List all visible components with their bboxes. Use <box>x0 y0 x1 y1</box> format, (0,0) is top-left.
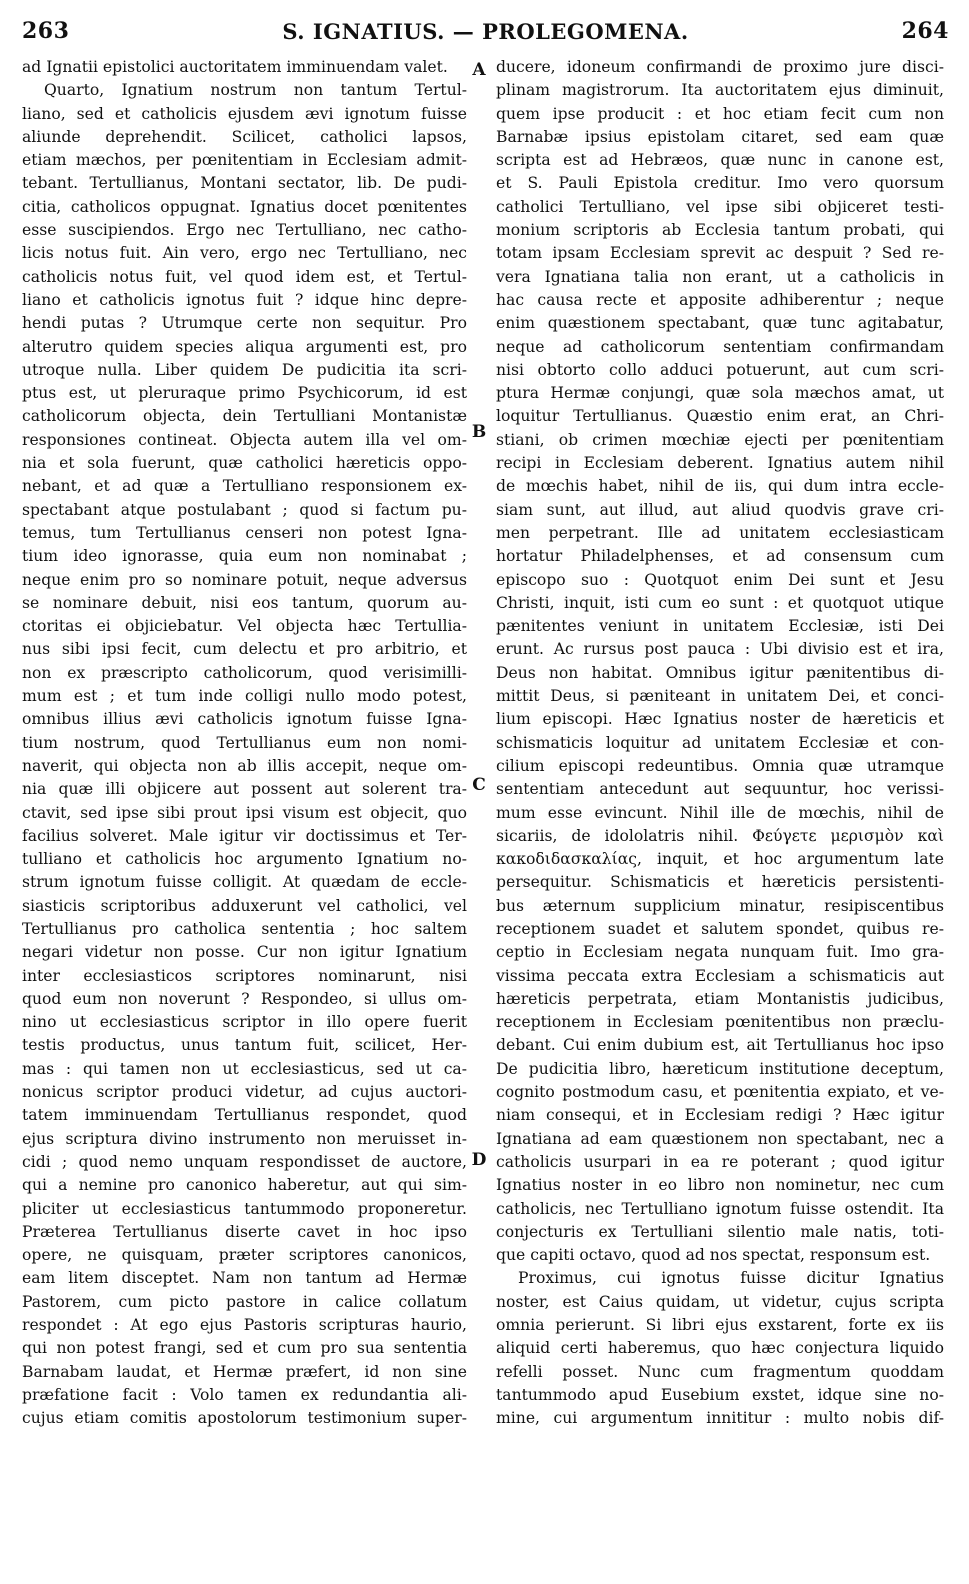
text-line: Ignatiana ad eam quæstionem non spectabant, nec a <box>496 1129 944 1148</box>
text-line: κακοδιδασκαλίας, inquit, et hoc argumentum late <box>496 850 944 869</box>
text-line: conjecturis ex Tertulliani silentio male natis, toti- <box>496 1222 944 1241</box>
text-line: Ignatius noster in eo libro non nominetur, nec cum <box>496 1176 944 1195</box>
text-line: men perpetrant. Ille ad unitatem ecclesiasticam <box>496 523 944 542</box>
text-line: non ex præscripto catholicorum, quod verisimilli- <box>22 663 467 682</box>
text-line: plinam magistrorum. Ita auctoritatem ejus diminuit, <box>496 81 944 100</box>
text-line: vissima peccata extra Ecclesiam a schismaticis aut <box>496 966 944 985</box>
left-column <box>22 56 467 1431</box>
text-line: receptionem suadet et salutem spondet, quibus re- <box>496 919 944 938</box>
text-line: mas : qui tamen non ut ecclesiasticus, sed ut ca- <box>22 1059 467 1078</box>
text-line: licis notus fuit. Ain vero, ergo nec Tertulliano, nec <box>22 244 467 263</box>
text-line: Deus non habitat. Omnibus igitur pænitentibus di- <box>496 663 944 682</box>
text-line: aliunde deprehendit. Scilicet, catholici lapsos, <box>22 127 467 146</box>
section-marker-c: C <box>472 775 486 795</box>
text-line: hendi putas ? Utrumque certe non sequitur. Pro <box>22 314 467 333</box>
text-line: præfatione facit : Volo tamen ex redundantia ali- <box>22 1385 467 1404</box>
text-line: ptura Hermæ conjungi, quæ sola mæchos amat, ut <box>496 384 944 403</box>
text-line: neque ad catholicorum sententiam confirmandam <box>496 337 944 356</box>
text-line: mine, cui argumentum innititur : multo nobis dif- <box>496 1409 944 1428</box>
text-line: nonicus scriptor produci videtur, ad cujus auctori- <box>22 1083 467 1102</box>
text-line: tebant. Tertullianus, Montani sectator, lib. De pudi- <box>22 174 467 193</box>
text-line: mittit Deus, si pæniteant in unitatem Dei, et conci- <box>496 687 944 706</box>
text-line: nia quæ illi objicere aut possent aut solerent tra- <box>22 780 467 799</box>
text-line: qui a nemine pro canonico haberetur, aut qui sim- <box>22 1176 467 1195</box>
text-line: qui non potest frangi, sed et cum pro sua sententia <box>22 1339 467 1358</box>
text-line: Proximus, cui ignotus fuisse dicitur Ignatius <box>518 1269 944 1288</box>
text-line: pænitentes veniunt in unitatem Ecclesiæ, isti Dei <box>496 617 944 636</box>
text-line: eam litem disceptet. Nam non tantum ad Hermæ <box>22 1269 467 1288</box>
text-line: monium scriptoris ab Ecclesia tantum probati, qui <box>496 221 944 240</box>
text-line: cidi ; quod nemo unquam respondisset de auctore, <box>22 1152 467 1171</box>
section-marker-b: B <box>471 422 487 442</box>
text-line: etiam mæchos, per pœnitentiam in Ecclesiam admit- <box>22 151 467 170</box>
text-line: alterutro quidem species aliqua argumenti est, pro <box>22 337 467 356</box>
text-line: hac causa recte et apposite adhiberentur ; neque <box>496 290 944 309</box>
text-line: vera Ignatiana talia non erant, ut a catholicis in <box>496 267 944 286</box>
text-line: ceptio in Ecclesiam negata nunquam fuit. Imo gra- <box>496 943 944 962</box>
text-line: Barnabæ ipsius epistolam citaret, sed eam quæ <box>496 127 944 146</box>
text-line: erunt. Ac rursus post pauca : Ubi divisio est et ira, <box>496 640 944 659</box>
text-line: bus æternum supplicium minatur, resipiscentibus <box>496 896 944 915</box>
text-line: ejus scriptura divino instrumento non meruisset in- <box>22 1129 467 1148</box>
text-line: Pastorem, cum picto pastore in calice collatum <box>22 1292 467 1311</box>
text-line: cujus etiam comitis apostolorum testimonium super- <box>22 1409 467 1428</box>
text-line: spectabant atque postulabant ; quod si factum pu- <box>22 500 467 519</box>
text-line: persequitur. Schismaticis et hæreticis persistenti- <box>496 873 944 892</box>
text-line: episcopo suo : Quotquot enim Dei sunt et Jesu <box>496 570 944 589</box>
text-line: loquitur Tertullianus. Quæstio enim erat, an Chri- <box>496 407 944 426</box>
text-line: sententiam antecedunt aut sequuntur, hoc verissi- <box>496 780 944 799</box>
text-line: catholicis usurpari in ea re poterant ; quod igitur <box>496 1152 944 1171</box>
text-line: negari videtur non posse. Cur non igitur Ignatium <box>22 943 467 962</box>
text-line: utroque nulla. Liber quidem De pudicitia ita scri- <box>22 360 467 379</box>
text-line: Præterea Tertullianus diserte cavet in hoc ipso <box>22 1222 467 1241</box>
text-line: cognito postmodum casu, et pœnitentia expiato, et ve- <box>496 1083 944 1102</box>
text-line: omnibus illius ævi catholicis ignotum fuisse Igna- <box>22 710 467 729</box>
text-line: recipi in Ecclesiam deberent. Ignatius autem nihil <box>496 454 944 473</box>
text-line: Barnabam laudat, et Hermæ præfert, id non sine <box>22 1362 467 1381</box>
text-line: enim quæstionem spectabant, quæ tunc agitabatur, <box>496 314 944 333</box>
text-line: nia et sola fuerunt, quæ catholici hæreticis oppo- <box>22 454 467 473</box>
text-line: facilius solveret. Male igitur vir doctissimus et Ter- <box>22 826 467 845</box>
text-line: quem ipse producit : et hoc etiam fecit cum non <box>496 104 944 123</box>
text-line: lium episcopi. Hæc Ignatius noster de hæreticis et <box>496 710 944 729</box>
text-line: liano, sed et catholicis ejusdem ævi ignotum fuisse <box>22 104 467 123</box>
text-line: hortatur Philadelphenses, et ad consensum cum <box>496 547 944 566</box>
right-column <box>496 56 944 1431</box>
text-line: tatem imminuendam Tertullianus respondet, quod <box>22 1106 467 1125</box>
running-title: S. IGNATIUS. — PROLEGOMENA. <box>282 18 689 44</box>
text-line: se nominare debuit, nisi eos tantum, quorum au- <box>22 593 467 612</box>
text-line: nus sibi ipsi fecit, cum delectu et pro arbitrio, et <box>22 640 467 659</box>
text-line: nino ut ecclesiasticus scriptor in illo opere fuerit <box>22 1013 467 1032</box>
text-line: nebant, et ad quæ a Tertulliano responsionem ex- <box>22 477 467 496</box>
text-line: liano et catholicis ignotus fuit ? idque hinc depre- <box>22 290 467 309</box>
text-line: catholicis, nec Tertulliano ignotum fuisse ostendit. Ita <box>496 1199 944 1218</box>
text-line: neque enim pro so nominare potuit, neque adversus <box>22 570 467 589</box>
text-line: debant. Cui enim dubium est, ait Tertullianus hoc ipso <box>496 1036 944 1055</box>
section-marker-d: D <box>471 1150 487 1170</box>
text-line: tantummodo apud Eusebium exstet, idque sine no- <box>496 1385 944 1404</box>
text-line: ducere, idoneum confirmandi de proximo jure disci- <box>496 58 944 76</box>
text-line: refelli posset. Nunc cum fragmentum quoddam <box>496 1362 944 1381</box>
text-line: omnia perierunt. Si libri ejus exstarent, forte ex iis <box>496 1316 944 1335</box>
text-line: Tertullianus pro catholica sententia ; hoc saltem <box>22 919 467 938</box>
text-line: schismaticis loquitur ad unitatem Ecclesiæ et con- <box>496 733 944 752</box>
text-line: Christi, inquit, isti cum eo sunt : et quotquot utique <box>496 593 944 612</box>
text-line: stiani, ob crimen mœchiæ ejecti per pœnitentiam <box>496 430 944 449</box>
text-line: citia, catholicos oppugnat. Ignatius docet pœnitentes <box>22 197 467 216</box>
text-line: tium ideo ignorasse, quia eum non nominabat ; <box>22 547 467 566</box>
page-header <box>22 14 949 48</box>
text-line: tulliano et catholicis hoc argumento Ignatium no- <box>22 850 467 869</box>
text-line: testis productus, unus tantum fuit, scilicet, Her- <box>22 1036 467 1055</box>
text-line: responsiones contineat. Objecta autem illa vel om- <box>22 430 467 449</box>
left-page-number: 263 <box>22 18 70 44</box>
text-line: tium nostrum, quod Tertullianus eum non nomi- <box>22 733 467 752</box>
text-line: nisi obtorto collo adduci potuerunt, aut cum scri- <box>496 360 944 379</box>
text-line: quod eum non noverunt ? Respondeo, si ullus om- <box>22 989 467 1008</box>
text-line: sicariis, de idololatris nihil. Φεύγετε μερισμὸν καὶ <box>496 826 944 845</box>
text-line: que capiti octavo, quod ad nos spectat, responsum est. <box>496 1246 931 1265</box>
text-line: Quarto, Ignatium nostrum non tantum Tertul- <box>44 81 467 100</box>
text-line: noster, est Caius quidam, ut videtur, cujus scripta <box>496 1292 944 1311</box>
text-line: scripta est ad Hebræos, quæ nunc in canone est, <box>496 151 944 170</box>
text-line: niam consequi, et in Ecclesiam redigi ? Hæc igitur <box>496 1106 944 1125</box>
text-line: mum est ; et tum inde colligi nullo modo potest, <box>22 687 467 706</box>
text-line: opere, ne quisquam, præter scriptores canonicos, <box>22 1246 467 1265</box>
text-line: siasticis scriptoribus adduxerunt vel catholici, vel <box>22 896 467 915</box>
text-line: ptus est, ut pleruraque primo Psychicorum, id est <box>22 384 467 403</box>
text-line: ctavit, sed ipse sibi prout ipsi visum est objecit, quo <box>22 803 467 822</box>
text-line: ctoritas ei objiciebatur. Vel objecta hæc Tertullia- <box>22 617 467 636</box>
text-line: strum ignotum fuisse colligit. At quædam de eccle- <box>22 873 467 892</box>
text-line: pliciter ut ecclesiasticus tantummodo proponeretur. <box>22 1199 467 1218</box>
text-line: et S. Pauli Epistola creditur. Imo vero quorsum <box>496 174 944 193</box>
text-line: siam sunt, aut illud, aut aliud quodvis grave cri- <box>496 500 944 519</box>
text-line: naverit, qui objecta non ab illis accepit, neque om- <box>22 756 467 775</box>
text-line: catholicis notus fuit, vel quod idem est, et Tertul- <box>22 267 467 286</box>
text-line: de mœchis habet, nihil de iis, qui dum intra eccle- <box>496 477 944 496</box>
text-line: catholicorum objecta, dein Tertulliani Montanistæ <box>22 407 467 426</box>
text-line: inter ecclesiasticos scriptores nominarunt, nisi <box>22 966 467 985</box>
text-line: esse suscipiendos. Ergo nec Tertulliano, nec catho- <box>22 221 467 240</box>
section-marker-a: A <box>472 60 486 80</box>
text-line: catholici Tertulliano, vel ipse sibi objiceret testi- <box>496 197 944 216</box>
text-line: aliquid certi haberemus, quo hæc conjectura liquido <box>496 1339 944 1358</box>
text-line: ad Ignatii epistolici auctoritatem imminuendam valet. <box>22 58 448 76</box>
text-line: receptionem in Ecclesiam pœnitentibus non præclu- <box>496 1013 944 1032</box>
text-line: totam ipsam Ecclesiam sprevit ac despuit ? Sed re- <box>496 244 944 263</box>
text-line: cilium episcopi redeuntibus. Omnia quæ utramque <box>496 756 944 775</box>
text-line: hæreticis perpetrata, etiam Montanistis judicibus, <box>496 989 944 1008</box>
text-line: temus, tum Tertullianus censeri non potest Igna- <box>22 523 467 542</box>
text-line: mum esse evincunt. Nihil ille de mœchis, nihil de <box>496 803 944 822</box>
right-page-number: 264 <box>901 18 949 44</box>
text-line: De pudicitia libro, hæreticum institutione deceptum, <box>496 1059 944 1078</box>
text-line: respondet : At ego ejus Pastoris scripturas haurio, <box>22 1316 467 1335</box>
